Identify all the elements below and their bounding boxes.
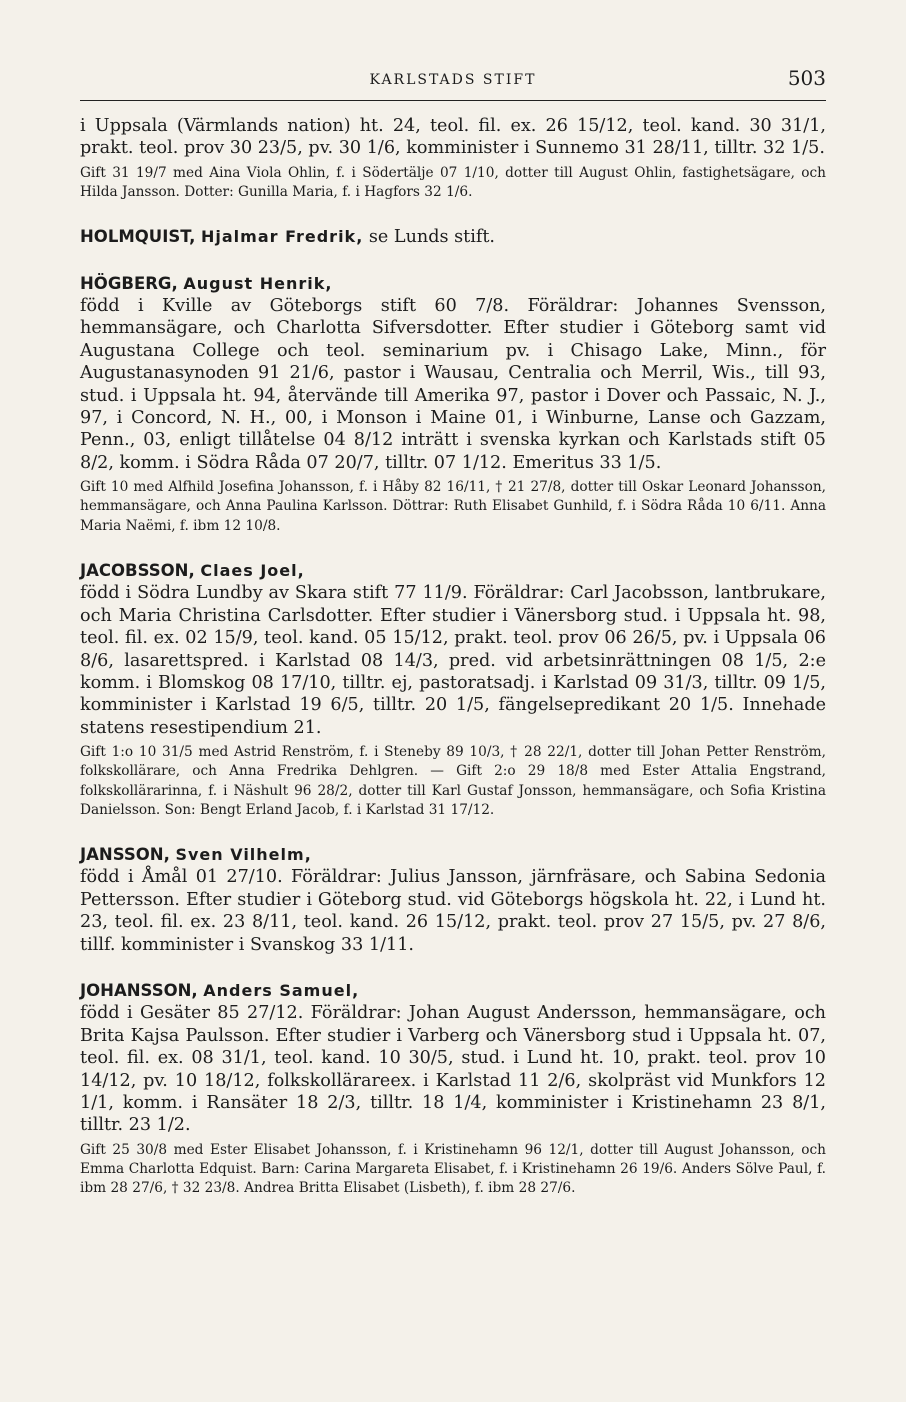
entry-surname: HOLMQUIST, (80, 227, 196, 247)
entry-given-names: August Henrik, (183, 273, 333, 293)
entry-jansson (80, 844, 826, 956)
entry-given-names: Claes Joel, (200, 560, 305, 580)
entry-given-names: Hjalmar Fredrik, (200, 227, 364, 247)
continuation-text: i Uppsala (Värmlands nation) ht. 24, teol. fil. ex. 26 15/12, teol. kand. 30 31/1, prakt. teol. prov 30 23/5, pv. 30 1/6, komminister i Sunnemo 31 28/11, tilltr. 32 1/5. (80, 116, 826, 159)
entry-biography: född i Södra Lundby av Skara stift 77 11/9. Föräldrar: Carl Jacobsson, lantbrukare, och Maria Christina Carlsdotter. Efter studier i Vänersborg stud. i Uppsala ht. 98, teol. fil. ex. 02 15/9, teol. kand. 05 15/12, prakt. teol. prov 06 26/5, pv. i Uppsala 06 8/6, lasarettspred. i Karlstad 08 14/3, pred. vid arbetsinrättningen 08 1/5, 2:e komm. i Blomskog 08 17/10, tilltr. ej, pastoratsadj. i Karlstad 09 31/3, tilltr. 09 1/5, komminister i Karlstad 19 6/5, tilltr. 20 1/5, fängelsepredikant 20 1/5. Innehade statens resestipendium 21. (80, 583, 826, 738)
entry-given-names: Sven Vilhelm, (175, 844, 312, 864)
entry-biography: född i Gesäter 85 27/12. Föräldrar: Johan August Andersson, hemmansägare, och Brita Kajsa Paulsson. Efter studier i Varberg och Vänersborg stud i Uppsala ht. 07, teol. fil. ex. 08 31/1, teol. kand. 10 30/5, stud. i Lund ht. 10, prakt. teol. prov 10 14/12, pv. 10 18/12, folkskollärareex. i Karlstad 11 2/6, skolpräst vid Munkfors 12 1/1, komm. i Ransäter 18 2/3, tilltr. 18 1/4, komminister i Kristinehamn 23 8/1, tilltr. 23 1/2. (80, 1003, 826, 1136)
entry-holmquist (80, 226, 826, 248)
running-title: KARLSTADS STIFT (369, 72, 537, 88)
running-head (80, 60, 826, 101)
entry-cross-reference: se Lunds stift. (368, 227, 496, 248)
entry-johansson (80, 980, 826, 1198)
entry-heading (80, 844, 826, 866)
entry-surname: HÖGBERG, (80, 273, 178, 293)
entry-heading (80, 226, 826, 248)
entry-heading (80, 560, 826, 582)
entry-surname: JACOBSSON, (80, 560, 195, 580)
entry-surname: JOHANSSON, (80, 980, 198, 1000)
entry-surname: JANSSON, (80, 844, 170, 864)
entry-heading (80, 980, 826, 1002)
page-number: 503 (787, 66, 826, 90)
entry-family: Gift 10 med Alfhild Josefina Johansson, f. i Håby 82 16/11, † 21 27/8, dotter till Oskar Leonard Johansson, hemmansägare, och Anna Paulina Karlsson. Döttrar: Ruth Elisabet Gunhild, f. i Södra Råda 10 6/11. Anna Maria Naëmi, f. ibm 12 10/8. (80, 479, 826, 534)
entry-heading (80, 273, 826, 295)
continuation-family: Gift 31 19/7 med Aina Viola Ohlin, f. i Södertälje 07 1/10, dotter till August Ohlin, fastighetsägare, och Hilda Jansson. Dotter: Gunilla Maria, f. i Hagfors 32 1/6. (80, 164, 826, 201)
entry-jacobsson (80, 560, 826, 820)
entry-biography: född i Åmål 01 27/10. Föräldrar: Julius Jansson, järnfräsare, och Sabina Sedonia Pettersson. Efter studier i Göteborg stud. vid Göteborgs högskola ht. 22, i Lund ht. 23, teol. fil. ex. 23 8/11, teol. kand. 26 15/12, prakt. teol. prov 27 15/5, pv. 27 8/6, tillf. komminister i Svanskog 33 1/11. (80, 867, 826, 955)
entry-family: Gift 1:o 10 31/5 med Astrid Renström, f. i Steneby 89 10/3, † 28 22/1, dotter till Johan Petter Renström, folkskollärare, och Anna Fredrika Dehlgren. — Gift 2:o 29 18/8 med Ester Attalia Engstrand, folkskollärarinna, f. i Näshult 96 28/2, dotter till Karl Gustaf Jonsson, hemmansägare, och Sofia Kristina Danielsson. Son: Bengt Erland Jacob, f. i Karlstad 31 17/12. (80, 744, 826, 818)
entry-family: Gift 25 30/8 med Ester Elisabet Johansson, f. i Kristinehamn 96 12/1, dotter till August Johansson, och Emma Charlotta Edquist. Barn: Carina Margareta Elisabet, f. i Kristinehamn 26 19/6. Anders Sölve Paul, f. ibm 28 27/6, † 32 23/8. Andrea Britta Elisabet (Lisbeth), f. ibm 28 27/6. (80, 1141, 826, 1197)
entry-hogberg (80, 273, 826, 536)
entry-given-names: Anders Samuel, (203, 980, 360, 1000)
entry-biography: född i Kville av Göteborgs stift 60 7/8. Föräldrar: Johannes Svensson, hemmansägare, och Charlotta Sifversdotter. Efter studier i Göteborg samt vid Augustana College och teol. seminarium pv. i Chisago Lake, Minn., för Augustanasynoden 91 21/6, pastor i Wausau, Centralia och Merril, Wis., till 93, stud. i Uppsala ht. 94, återvände till Amerika 97, pastor i Dover och Passaic, N. J., 97, i Concord, N. H., 00, i Monson i Maine 01, i Winburne, Lanse och Gazzam, Penn., 03, enligt tillåtelse 04 8/12 inträtt i svenska kyrkan och Karlstads stift 05 8/2, komm. i Södra Råda 07 20/7, tilltr. 07 1/12. Emeritus 33 1/5. (80, 296, 826, 473)
